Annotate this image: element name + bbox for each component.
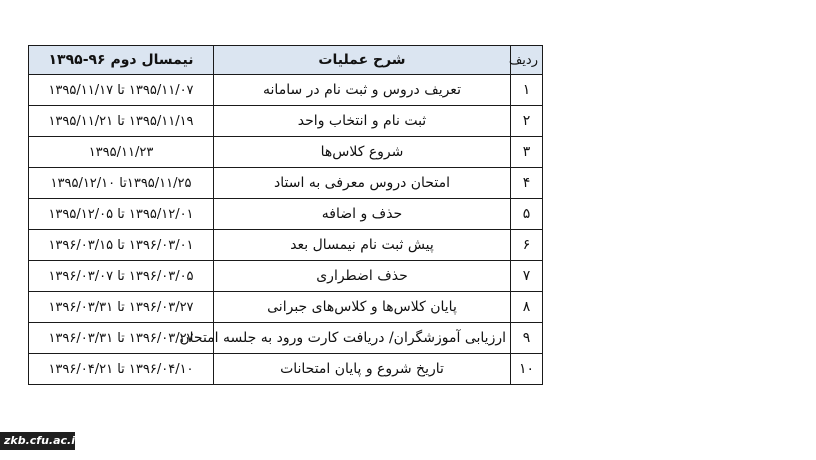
row-date: ۱۳۹۵/۱۱/۲۵تا ۱۳۹۵/۱۲/۱۰ (29, 168, 214, 199)
row-description: تاریخ شروع و پایان امتحانات (214, 354, 511, 385)
row-number: ۴ (511, 168, 543, 199)
row-date: ۱۳۹۶/۰۴/۱۰ تا ۱۳۹۶/۰۴/۲۱ (29, 354, 214, 385)
row-number: ۹ (511, 323, 543, 354)
row-description: پیش ثبت نام نیمسال بعد (214, 230, 511, 261)
row-date: ۱۳۹۶/۰۳/۰۵ تا ۱۳۹۶/۰۳/۰۷ (29, 261, 214, 292)
row-number: ۸ (511, 292, 543, 323)
table-row (29, 261, 543, 292)
table-row (29, 199, 543, 230)
row-date: ۱۳۹۵/۱۱/۱۹ تا ۱۳۹۵/۱۱/۲۱ (29, 106, 214, 137)
row-description: شروع کلاس‌ها (214, 137, 511, 168)
row-number: ۳ (511, 137, 543, 168)
row-number: ۷ (511, 261, 543, 292)
table-row (29, 75, 543, 106)
row-number: ۶ (511, 230, 543, 261)
row-number: ۵ (511, 199, 543, 230)
table-row (29, 137, 543, 168)
table-row (29, 168, 543, 199)
row-number: ۱۰ (511, 354, 543, 385)
row-date: ۱۳۹۵/۱۲/۰۱ تا ۱۳۹۵/۱۲/۰۵ (29, 199, 214, 230)
row-date: ۱۳۹۶/۰۳/۲۷ تا ۱۳۹۶/۰۳/۳۱ (29, 323, 214, 354)
row-description: ارزیابی آموزشگران/ دریافت کارت ورود به جلسه امتحان (214, 323, 511, 354)
header-semester-period: نیمسال دوم ۹۶-۱۳۹۵ (29, 46, 214, 75)
academic-calendar-table (28, 45, 543, 385)
row-description: تعریف دروس و ثبت نام در سامانه (214, 75, 511, 106)
header-row-number: ردیف (511, 46, 543, 75)
table-header-row (29, 46, 543, 75)
row-number: ۲ (511, 106, 543, 137)
row-date: ۱۳۹۶/۰۳/۰۱ تا ۱۳۹۶/۰۳/۱۵ (29, 230, 214, 261)
table-row (29, 292, 543, 323)
row-number: ۱ (511, 75, 543, 106)
row-date: ۱۳۹۵/۱۱/۲۳ (29, 137, 214, 168)
table-row (29, 354, 543, 385)
site-watermark: zkb.cfu.ac.ir (0, 432, 75, 450)
row-description: حذف اضطراری (214, 261, 511, 292)
row-description: حذف و اضافه (214, 199, 511, 230)
row-description: امتحان دروس معرفی به استاد (214, 168, 511, 199)
row-date: ۱۳۹۶/۰۳/۲۷ تا ۱۳۹۶/۰۳/۳۱ (29, 292, 214, 323)
row-description: ثبت نام و انتخاب واحد (214, 106, 511, 137)
row-description: پایان کلاس‌ها و کلاس‌های جبرانی (214, 292, 511, 323)
schedule-table-container (28, 45, 542, 376)
table-row (29, 323, 543, 354)
table-row (29, 230, 543, 261)
header-description: شرح عملیات (214, 46, 511, 75)
table-row (29, 106, 543, 137)
row-date: ۱۳۹۵/۱۱/۰۷ تا ۱۳۹۵/۱۱/۱۷ (29, 75, 214, 106)
